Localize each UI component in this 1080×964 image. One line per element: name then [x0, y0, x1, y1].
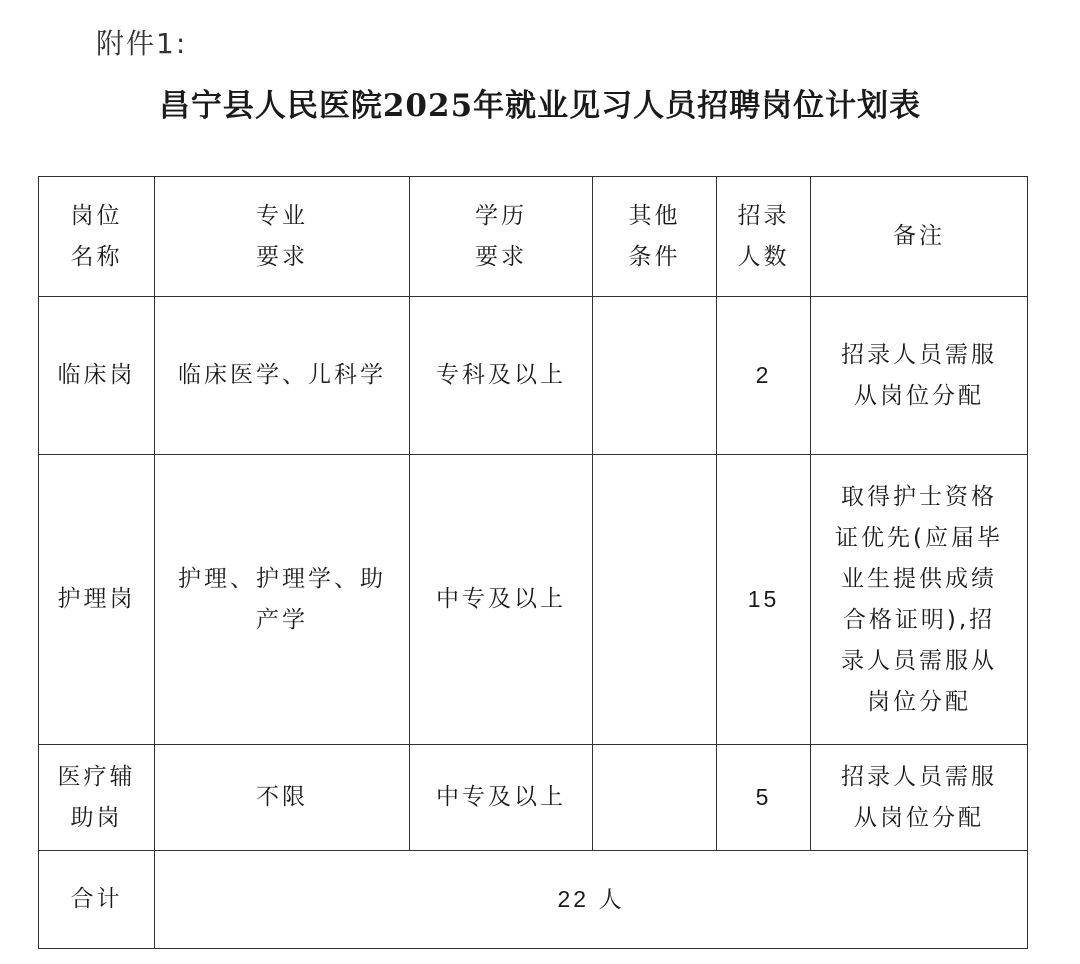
- table-row: [39, 745, 1028, 851]
- header-other-line: 其他: [628, 202, 681, 229]
- cell-other: [593, 297, 717, 455]
- cell-remarks-line: 从岗位分配: [854, 804, 984, 831]
- cell-major: [155, 297, 410, 455]
- cell-education: 中专及以上: [410, 745, 593, 851]
- cell-remarks-line: 业生提供成绩: [841, 565, 997, 592]
- table-row: [39, 297, 1028, 455]
- cell-remarks-line: 合格证明),招: [842, 606, 996, 633]
- cell-remarks-line: 从岗位分配: [854, 382, 984, 409]
- document-title: 昌宁县人民医院2025年就业见习人员招聘岗位计划表: [158, 88, 922, 124]
- cell-position-line: 医疗辅: [57, 763, 136, 790]
- cell-remarks-line: 招录人员需服: [841, 341, 997, 368]
- cell-major: [155, 745, 410, 851]
- header-count-line: 招录: [737, 202, 790, 229]
- cell-position-line: 护理岗: [57, 586, 136, 612]
- cell-position: [39, 297, 155, 455]
- cell-count: 15: [717, 455, 811, 745]
- cell-education: 中专及以上: [410, 455, 593, 745]
- cell-remarks: [811, 745, 1028, 851]
- header-other: [593, 177, 717, 297]
- cell-remarks-line: 录人员需服从: [841, 647, 997, 674]
- cell-position-line: 助岗: [70, 804, 123, 831]
- cell-remarks-line: 岗位分配: [867, 688, 971, 715]
- cell-remarks: [811, 455, 1028, 745]
- cell-other: [593, 455, 717, 745]
- header-row: [39, 177, 1028, 297]
- header-education-line: 学历: [475, 202, 527, 229]
- total-row: [39, 851, 1028, 949]
- header-count-line: 人数: [737, 243, 790, 270]
- cell-remarks: [811, 297, 1028, 455]
- header-other-line: 条件: [628, 243, 681, 270]
- attachment-label: 附件1:: [96, 27, 188, 60]
- header-count: [717, 177, 811, 297]
- cell-count: 5: [717, 745, 811, 851]
- header-education-line: 要求: [475, 243, 527, 270]
- cell-major-line: 产学: [256, 606, 308, 633]
- header-major-line: 专业: [256, 202, 308, 229]
- header-position: [39, 177, 155, 297]
- cell-remarks-line: 证优先(应届毕: [835, 524, 1003, 551]
- cell-remarks-line: 招录人员需服: [841, 763, 997, 790]
- header-education: [410, 177, 593, 297]
- cell-major-line: 不限: [256, 784, 308, 810]
- header-major-line: 要求: [256, 243, 308, 270]
- cell-position-line: 临床岗: [57, 362, 136, 388]
- header-position-line: 岗位: [70, 202, 123, 229]
- table-row: [39, 455, 1028, 745]
- header-position-line: 名称: [70, 243, 123, 270]
- cell-count: 2: [717, 297, 811, 455]
- cell-other: [593, 745, 717, 851]
- cell-education: 专科及以上: [410, 297, 593, 455]
- total-label: 合计: [39, 851, 155, 949]
- cell-major-line: 护理、护理学、助: [178, 565, 386, 592]
- header-major: [155, 177, 410, 297]
- total-value: 22 人: [155, 851, 1028, 949]
- recruitment-plan-table: [38, 176, 1028, 949]
- cell-position: [39, 455, 155, 745]
- cell-position: [39, 745, 155, 851]
- cell-major-line: 临床医学、儿科学: [178, 362, 386, 388]
- header-remarks: 备注: [811, 177, 1028, 297]
- cell-major: [155, 455, 410, 745]
- cell-remarks-line: 取得护士资格: [841, 483, 997, 510]
